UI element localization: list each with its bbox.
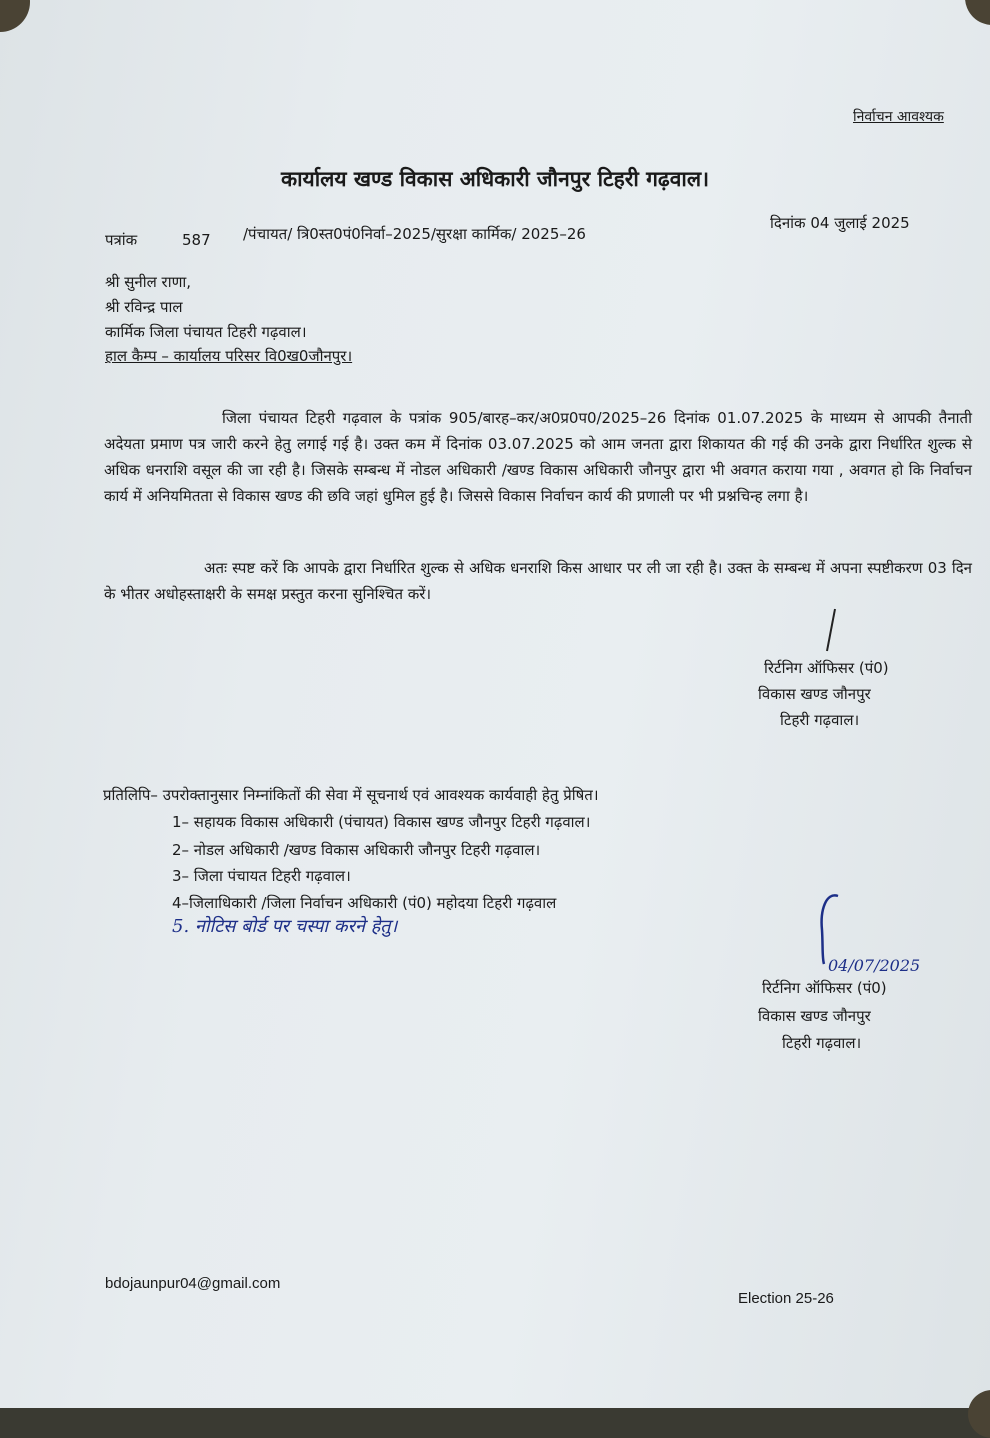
signature-stroke (815, 605, 845, 655)
copy-item-2: 2– नोडल अधिकारी /खण्ड विकास अधिकारी जौनपुर टिहरी गढ़वाल। (172, 841, 541, 859)
address-line-1: श्री सुनील राणा, (105, 273, 192, 291)
sig2-line-2: विकास खण्ड जौनपुर (758, 1007, 871, 1025)
footer-election: Election 25-26 (738, 1290, 834, 1307)
ref-number: 587 (182, 231, 211, 249)
ref-label: पत्रांक (105, 231, 138, 249)
body-paragraph-2: अतः स्पष्ट करें कि आपके द्वारा निर्धारित शुल्क से अधिक धनराशि किस आधार पर ली जा रही है। उक्त के सम्बन्ध में अपना स्पष्टीकरण 03 दिन के भीतर अधोहस्ताक्षरी के समक्ष प्रस्तुत करना सुनिश्चित करें। (104, 559, 972, 603)
photo-background-corner (965, 0, 990, 25)
address-line-4: हाल कैम्प – कार्यालय परिसर वि0ख0जौनपुर। (105, 347, 353, 365)
handwritten-copy-item: 5. नोटिस बोर्ड पर चस्पा करने हेतु। (172, 916, 398, 937)
copy-item-1: 1– सहायक विकास अधिकारी (पंचायत) विकास खण्ड जौनपुर टिहरी गढ़वाल। (172, 813, 591, 831)
sig2-line-1: रिर्टनिग ऑफिसर (पं0) (762, 979, 887, 997)
sig2-line-3: टिहरी गढ़वाल। (782, 1034, 862, 1052)
body-paragraph-1: जिला पंचायत टिहरी गढ़वाल के पत्रांक 905/बारह–कर/अ0प्र0प0/2025–26 दिनांक 01.07.2025 के माध्यम से आपकी तैनाती अदेयता प्रमाण पत्र जारी करने हेतु लगाई गई है। उक्त कम में दिनांक 03.07.2025 को आम जनता द्वारा शिकायत की गई की उनके द्वारा निर्धारित शुल्क से अधिक धनराशि वसूल की जा रही है। जिसके सम्बन्ध में नोडल अधिकारी /खण्ड विकास अधिकारी जौनपुर द्वारा भी अवगत कराया गया , अवगत हो कि निर्वाचन कार्य में अनियमितता से विकास खण्ड की छवि जहां धुमिल हुई है। जिससे विकास निर्वाचन कार्य की प्रणाली पर भी प्रश्नचिन्ह लगा है। (104, 409, 972, 505)
address-line-3: कार्मिक जिला पंचायत टिहरी गढ़वाल। (105, 323, 307, 341)
sig1-line-2: विकास खण्ड जौनपुर (758, 685, 871, 703)
photo-background-corner (0, 0, 30, 32)
address-line-2: श्री रविन्द्र पाल (105, 298, 183, 316)
photo-background-corner (968, 1390, 990, 1438)
top-note: निर्वाचन आवश्यक (853, 109, 944, 125)
footer-email: bdojaunpur04@gmail.com (105, 1275, 281, 1292)
office-title: कार्यालय खण्ड विकास अधिकारी जौनपुर टिहरी गढ़वाल। (280, 167, 710, 191)
copy-item-4: 4–जिलाधिकारी /जिला निर्वाचन अधिकारी (पं0) महोदया टिहरी गढ़वाल (172, 894, 557, 912)
ref-date: दिनांक 04 जुलाई 2025 (770, 214, 910, 232)
ref-path: /पंचायत/ त्रि0स्त0पं0निर्वा–2025/सुरक्षा कार्मिक/ 2025–26 (243, 225, 586, 243)
handwritten-date: 04/07/2025 (828, 956, 921, 975)
sig1-line-1: रिर्टनिग ऑफिसर (पं0) (764, 659, 889, 677)
sig1-line-3: टिहरी गढ़वाल। (780, 711, 860, 729)
copy-item-3: 3– जिला पंचायत टिहरी गढ़वाल। (172, 867, 351, 885)
copy-intro: प्रतिलिपि– उपरोक्तानुसार निम्नांकितों की सेवा में सूचनार्थ एवं आवश्यक कार्यवाही हेतु प्रेषित। (103, 786, 599, 804)
